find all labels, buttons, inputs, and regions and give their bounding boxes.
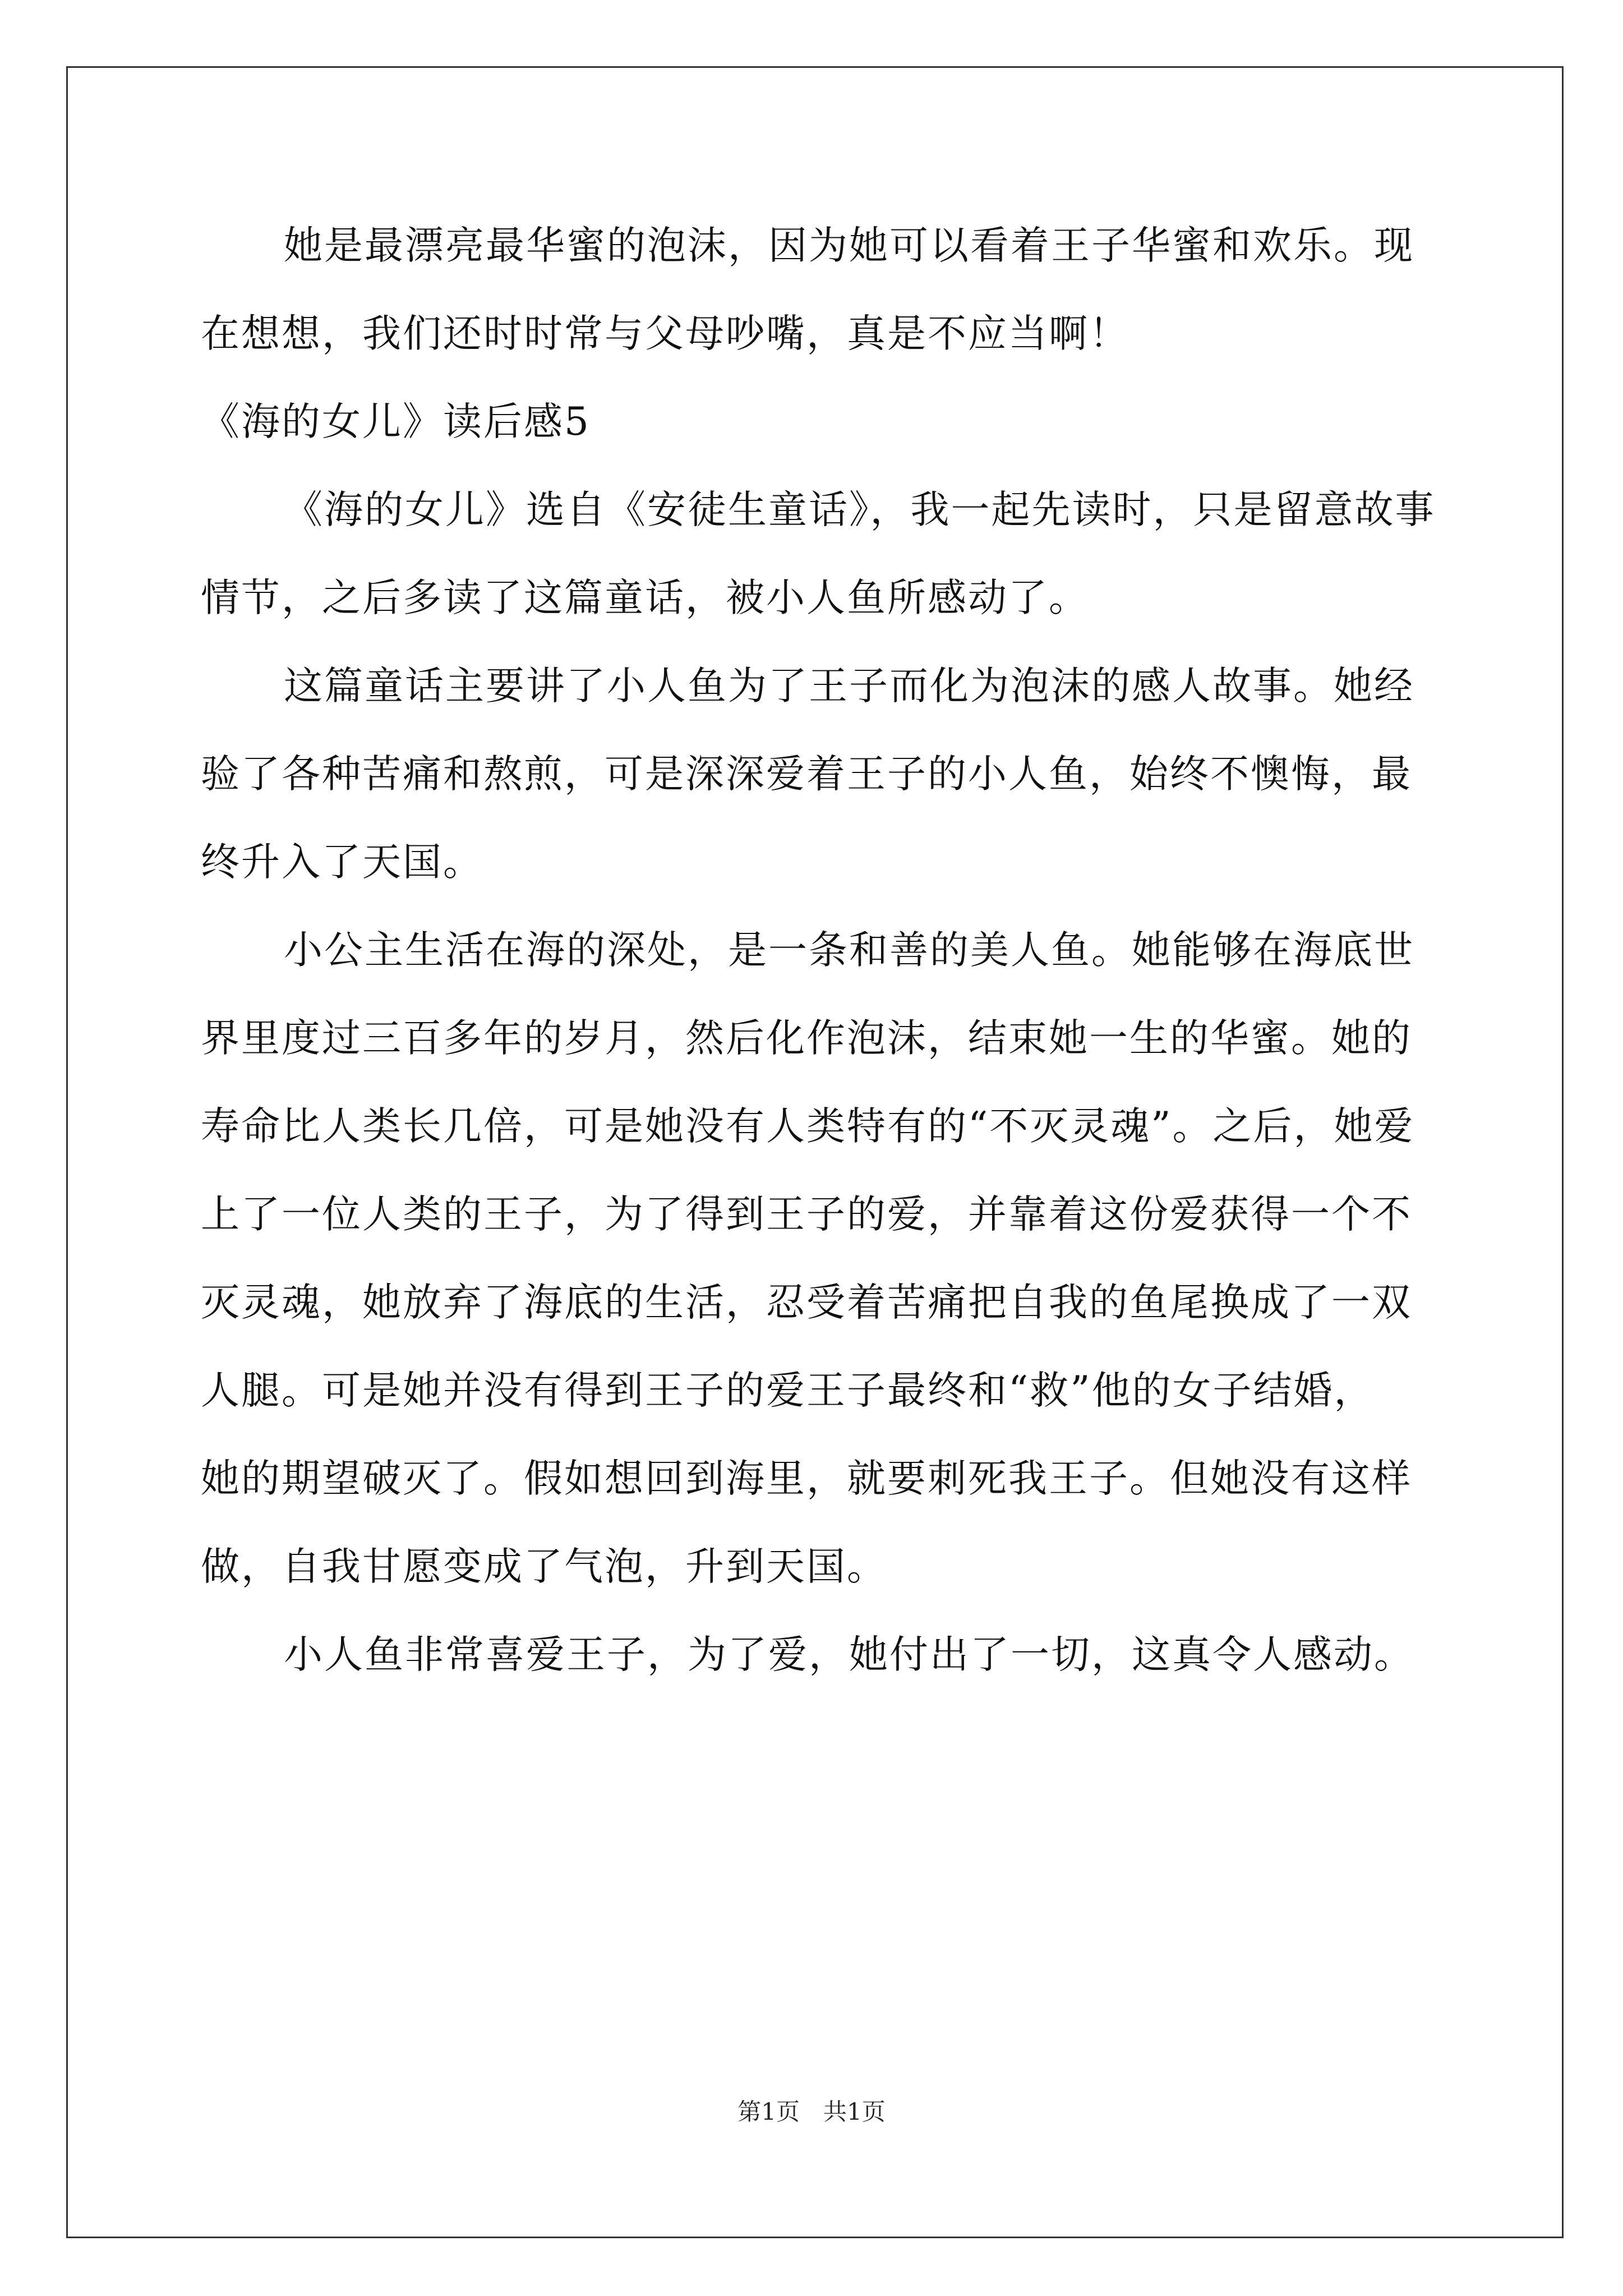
body-line: 终升入了天国。 [201,840,483,885]
page-footer: 第1页 共1页 [737,2098,886,2125]
body-line: 界里度过三百多年的岁月，然后化作泡沫，结束她一生的华蜜。她的 [201,1016,1412,1061]
body-line: 她是最漂亮最华蜜的泡沫，因为她可以看着王子华蜜和欢乐。现 [284,223,1414,268]
section-heading: 《海的女儿》读后感5 [201,399,591,444]
body-line: 灭灵魂，她放弃了海底的生活，忍受着苦痛把自我的鱼尾换成了一双 [201,1280,1412,1325]
body-line: 这篇童话主要讲了小人鱼为了王子而化为泡沫的感人故事。她经 [284,664,1414,708]
body-line: 寿命比人类长几倍，可是她没有人类特有的“不灭灵魂”。之后，她爱 [201,1104,1415,1149]
body-line: 她的期望破灭了。假如想回到海里，就要刺死我王子。但她没有这样 [201,1456,1412,1501]
body-line: 验了各种苦痛和熬煎，可是深深爱着王子的小人鱼，始终不懊悔，最 [201,752,1412,797]
body-line: 人腿。可是她并没有得到王子的爱王子最终和“救”他的女子结婚， [201,1368,1375,1413]
body-line: 小公主生活在海的深处，是一条和善的美人鱼。她能够在海底世 [284,928,1414,973]
body-line: 上了一位人类的王子，为了得到王子的爱，并靠着这份爱获得一个不 [201,1192,1412,1237]
body-line: 小人鱼非常喜爱王子，为了爱，她付出了一切，这真令人感动。 [284,1632,1414,1677]
body-line: 情节，之后多读了这篇童话，被小人鱼所感动了。 [201,576,1089,620]
body-line: 做，自我甘愿变成了气泡，升到天国。 [201,1544,887,1589]
body-line: 《海的女儿》选自《安徒生童话》，我一起先读时，只是留意故事 [284,487,1436,532]
body-line: 在想想，我们还时时常与父母吵嘴，真是不应当啊！ [201,311,1129,356]
